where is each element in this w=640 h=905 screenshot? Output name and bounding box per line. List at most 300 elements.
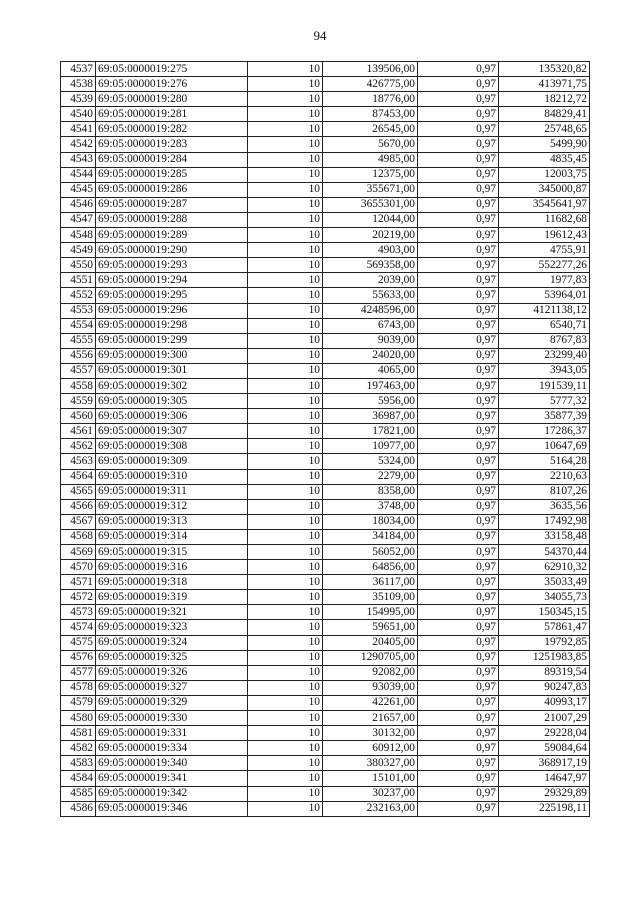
row-number-cell: 4583: [61, 756, 96, 771]
table-row: [61, 318, 590, 333]
coefficient-cell: 0,97: [418, 378, 499, 393]
rate-cell: 10: [248, 107, 323, 122]
rate-cell: 10: [248, 680, 323, 695]
coefficient-cell: 0,97: [418, 439, 499, 454]
table-row: [61, 590, 590, 605]
area-cell: 4065,00: [323, 363, 418, 378]
cadastral-number-cell: 69:05:0000019:309: [96, 454, 248, 469]
table-row: [61, 212, 590, 227]
value-cell: 3943,05: [499, 363, 590, 378]
rate-cell: 10: [248, 695, 323, 710]
value-cell: 90247,83: [499, 680, 590, 695]
coefficient-cell: 0,97: [418, 303, 499, 318]
area-cell: 3748,00: [323, 499, 418, 514]
coefficient-cell: 0,97: [418, 258, 499, 273]
area-cell: 4903,00: [323, 243, 418, 258]
table-row: [61, 529, 590, 544]
row-number-cell: 4569: [61, 545, 96, 560]
value-cell: 18212,72: [499, 92, 590, 107]
coefficient-cell: 0,97: [418, 801, 499, 816]
area-cell: 6743,00: [323, 318, 418, 333]
rate-cell: 10: [248, 650, 323, 665]
table-row: [61, 756, 590, 771]
rate-cell: 10: [248, 484, 323, 499]
rate-cell: 10: [248, 62, 323, 77]
coefficient-cell: 0,97: [418, 590, 499, 605]
area-cell: 426775,00: [323, 77, 418, 92]
rate-cell: 10: [248, 665, 323, 680]
value-cell: 29228,04: [499, 726, 590, 741]
area-cell: 21657,00: [323, 711, 418, 726]
table-row: [61, 363, 590, 378]
table-row: [61, 575, 590, 590]
table-row: [61, 650, 590, 665]
coefficient-cell: 0,97: [418, 424, 499, 439]
coefficient-cell: 0,97: [418, 469, 499, 484]
rate-cell: 10: [248, 77, 323, 92]
cadastral-number-cell: 69:05:0000019:341: [96, 771, 248, 786]
table-row: [61, 258, 590, 273]
area-cell: 15101,00: [323, 771, 418, 786]
area-cell: 18034,00: [323, 514, 418, 529]
table-row: [61, 77, 590, 92]
rate-cell: 10: [248, 273, 323, 288]
value-cell: 35033,49: [499, 575, 590, 590]
coefficient-cell: 0,97: [418, 212, 499, 227]
row-number-cell: 4584: [61, 771, 96, 786]
value-cell: 3545641,97: [499, 197, 590, 212]
cadastral-number-cell: 69:05:0000019:316: [96, 560, 248, 575]
area-cell: 5956,00: [323, 394, 418, 409]
rate-cell: 10: [248, 424, 323, 439]
value-cell: 5499,90: [499, 137, 590, 152]
cadastral-number-cell: 69:05:0000019:307: [96, 424, 248, 439]
cadastral-number-cell: 69:05:0000019:287: [96, 197, 248, 212]
area-cell: 8358,00: [323, 484, 418, 499]
area-cell: 18776,00: [323, 92, 418, 107]
table-row: [61, 454, 590, 469]
cadastral-number-cell: 69:05:0000019:310: [96, 469, 248, 484]
value-cell: 1977,83: [499, 273, 590, 288]
table-row: [61, 711, 590, 726]
area-cell: 1290705,00: [323, 650, 418, 665]
area-cell: 35109,00: [323, 590, 418, 605]
area-cell: 30132,00: [323, 726, 418, 741]
rate-cell: 10: [248, 318, 323, 333]
rate-cell: 10: [248, 197, 323, 212]
coefficient-cell: 0,97: [418, 363, 499, 378]
rate-cell: 10: [248, 545, 323, 560]
cadastral-number-cell: 69:05:0000019:340: [96, 756, 248, 771]
coefficient-cell: 0,97: [418, 318, 499, 333]
row-number-cell: 4546: [61, 197, 96, 212]
rate-cell: 10: [248, 288, 323, 303]
coefficient-cell: 0,97: [418, 228, 499, 243]
value-cell: 150345,15: [499, 605, 590, 620]
value-cell: 5164,28: [499, 454, 590, 469]
row-number-cell: 4572: [61, 590, 96, 605]
table-row: [61, 439, 590, 454]
rate-cell: 10: [248, 741, 323, 756]
row-number-cell: 4581: [61, 726, 96, 741]
coefficient-cell: 0,97: [418, 635, 499, 650]
coefficient-cell: 0,97: [418, 695, 499, 710]
value-cell: 33158,48: [499, 529, 590, 544]
cadastral-number-cell: 69:05:0000019:294: [96, 273, 248, 288]
value-cell: 53964,01: [499, 288, 590, 303]
cadastral-number-cell: 69:05:0000019:285: [96, 167, 248, 182]
row-number-cell: 4571: [61, 575, 96, 590]
row-number-cell: 4578: [61, 680, 96, 695]
rate-cell: 10: [248, 228, 323, 243]
row-number-cell: 4559: [61, 394, 96, 409]
row-number-cell: 4585: [61, 786, 96, 801]
value-cell: 12003,75: [499, 167, 590, 182]
table-row: [61, 62, 590, 77]
row-number-cell: 4554: [61, 318, 96, 333]
table-row: [61, 107, 590, 122]
rate-cell: 10: [248, 726, 323, 741]
cadastral-number-cell: 69:05:0000019:286: [96, 182, 248, 197]
table-row: [61, 801, 590, 816]
row-number-cell: 4550: [61, 258, 96, 273]
row-number-cell: 4579: [61, 695, 96, 710]
value-cell: 191539,11: [499, 378, 590, 393]
area-cell: 24020,00: [323, 348, 418, 363]
area-cell: 26545,00: [323, 122, 418, 137]
value-cell: 29329,89: [499, 786, 590, 801]
cadastral-number-cell: 69:05:0000019:301: [96, 363, 248, 378]
cadastral-number-cell: 69:05:0000019:275: [96, 62, 248, 77]
table-row: [61, 635, 590, 650]
area-cell: 232163,00: [323, 801, 418, 816]
coefficient-cell: 0,97: [418, 605, 499, 620]
cadastral-table: [60, 61, 590, 817]
table-row: [61, 605, 590, 620]
coefficient-cell: 0,97: [418, 620, 499, 635]
cadastral-number-cell: 69:05:0000019:306: [96, 409, 248, 424]
area-cell: 87453,00: [323, 107, 418, 122]
table-row: [61, 92, 590, 107]
value-cell: 8767,83: [499, 333, 590, 348]
area-cell: 2279,00: [323, 469, 418, 484]
area-cell: 56052,00: [323, 545, 418, 560]
value-cell: 10647,69: [499, 439, 590, 454]
area-cell: 5670,00: [323, 137, 418, 152]
row-number-cell: 4574: [61, 620, 96, 635]
table-row: [61, 665, 590, 680]
cadastral-number-cell: 69:05:0000019:327: [96, 680, 248, 695]
area-cell: 139506,00: [323, 62, 418, 77]
cadastral-number-cell: 69:05:0000019:319: [96, 590, 248, 605]
cadastral-number-cell: 69:05:0000019:289: [96, 228, 248, 243]
cadastral-number-cell: 69:05:0000019:283: [96, 137, 248, 152]
value-cell: 23299,40: [499, 348, 590, 363]
rate-cell: 10: [248, 333, 323, 348]
coefficient-cell: 0,97: [418, 197, 499, 212]
cadastral-number-cell: 69:05:0000019:312: [96, 499, 248, 514]
row-number-cell: 4553: [61, 303, 96, 318]
rate-cell: 10: [248, 243, 323, 258]
value-cell: 17286,37: [499, 424, 590, 439]
row-number-cell: 4562: [61, 439, 96, 454]
value-cell: 34055,73: [499, 590, 590, 605]
area-cell: 380327,00: [323, 756, 418, 771]
coefficient-cell: 0,97: [418, 394, 499, 409]
row-number-cell: 4577: [61, 665, 96, 680]
row-number-cell: 4552: [61, 288, 96, 303]
row-number-cell: 4586: [61, 801, 96, 816]
cadastral-number-cell: 69:05:0000019:293: [96, 258, 248, 273]
rate-cell: 10: [248, 786, 323, 801]
coefficient-cell: 0,97: [418, 756, 499, 771]
rate-cell: 10: [248, 801, 323, 816]
rate-cell: 10: [248, 514, 323, 529]
row-number-cell: 4582: [61, 741, 96, 756]
cadastral-number-cell: 69:05:0000019:334: [96, 741, 248, 756]
area-cell: 30237,00: [323, 786, 418, 801]
cadastral-number-cell: 69:05:0000019:331: [96, 726, 248, 741]
rate-cell: 10: [248, 409, 323, 424]
area-cell: 197463,00: [323, 378, 418, 393]
table-row: [61, 348, 590, 363]
cadastral-number-cell: 69:05:0000019:346: [96, 801, 248, 816]
cadastral-number-cell: 69:05:0000019:324: [96, 635, 248, 650]
value-cell: 84829,41: [499, 107, 590, 122]
area-cell: 5324,00: [323, 454, 418, 469]
value-cell: 413971,75: [499, 77, 590, 92]
coefficient-cell: 0,97: [418, 333, 499, 348]
area-cell: 17821,00: [323, 424, 418, 439]
row-number-cell: 4573: [61, 605, 96, 620]
row-number-cell: 4565: [61, 484, 96, 499]
value-cell: 57861,47: [499, 620, 590, 635]
cadastral-number-cell: 69:05:0000019:323: [96, 620, 248, 635]
row-number-cell: 4543: [61, 152, 96, 167]
area-cell: 154995,00: [323, 605, 418, 620]
row-number-cell: 4557: [61, 363, 96, 378]
value-cell: 11682,68: [499, 212, 590, 227]
coefficient-cell: 0,97: [418, 454, 499, 469]
row-number-cell: 4551: [61, 273, 96, 288]
value-cell: 19792,85: [499, 635, 590, 650]
row-number-cell: 4564: [61, 469, 96, 484]
row-number-cell: 4561: [61, 424, 96, 439]
table-row: [61, 786, 590, 801]
rate-cell: 10: [248, 560, 323, 575]
cadastral-number-cell: 69:05:0000019:305: [96, 394, 248, 409]
area-cell: 93039,00: [323, 680, 418, 695]
table-row: [61, 469, 590, 484]
area-cell: 9039,00: [323, 333, 418, 348]
table-row: [61, 545, 590, 560]
value-cell: 21007,29: [499, 711, 590, 726]
value-cell: 19612,43: [499, 228, 590, 243]
coefficient-cell: 0,97: [418, 665, 499, 680]
value-cell: 4121138,12: [499, 303, 590, 318]
cadastral-number-cell: 69:05:0000019:302: [96, 378, 248, 393]
row-number-cell: 4539: [61, 92, 96, 107]
rate-cell: 10: [248, 348, 323, 363]
value-cell: 552277,26: [499, 258, 590, 273]
table-row: [61, 122, 590, 137]
rate-cell: 10: [248, 182, 323, 197]
cadastral-number-cell: 69:05:0000019:288: [96, 212, 248, 227]
value-cell: 89319,54: [499, 665, 590, 680]
row-number-cell: 4560: [61, 409, 96, 424]
rate-cell: 10: [248, 469, 323, 484]
rate-cell: 10: [248, 454, 323, 469]
value-cell: 2210,63: [499, 469, 590, 484]
rate-cell: 10: [248, 529, 323, 544]
rate-cell: 10: [248, 590, 323, 605]
area-cell: 569358,00: [323, 258, 418, 273]
rate-cell: 10: [248, 394, 323, 409]
value-cell: 59084,64: [499, 741, 590, 756]
coefficient-cell: 0,97: [418, 348, 499, 363]
table-row: [61, 273, 590, 288]
value-cell: 135320,82: [499, 62, 590, 77]
rate-cell: 10: [248, 711, 323, 726]
cadastral-number-cell: 69:05:0000019:298: [96, 318, 248, 333]
area-cell: 20405,00: [323, 635, 418, 650]
table-row: [61, 394, 590, 409]
rate-cell: 10: [248, 363, 323, 378]
area-cell: 36987,00: [323, 409, 418, 424]
table-row: [61, 197, 590, 212]
rate-cell: 10: [248, 439, 323, 454]
row-number-cell: 4541: [61, 122, 96, 137]
rate-cell: 10: [248, 92, 323, 107]
coefficient-cell: 0,97: [418, 167, 499, 182]
coefficient-cell: 0,97: [418, 484, 499, 499]
value-cell: 8107,26: [499, 484, 590, 499]
coefficient-cell: 0,97: [418, 409, 499, 424]
value-cell: 54370,44: [499, 545, 590, 560]
table-row: [61, 499, 590, 514]
rate-cell: 10: [248, 575, 323, 590]
table-row: [61, 484, 590, 499]
area-cell: 10977,00: [323, 439, 418, 454]
value-cell: 14647,97: [499, 771, 590, 786]
area-cell: 12375,00: [323, 167, 418, 182]
cadastral-number-cell: 69:05:0000019:280: [96, 92, 248, 107]
area-cell: 34184,00: [323, 529, 418, 544]
row-number-cell: 4566: [61, 499, 96, 514]
cadastral-table-body: [61, 62, 590, 817]
value-cell: 3635,56: [499, 499, 590, 514]
table-row: [61, 228, 590, 243]
row-number-cell: 4555: [61, 333, 96, 348]
rate-cell: 10: [248, 212, 323, 227]
cadastral-number-cell: 69:05:0000019:284: [96, 152, 248, 167]
cadastral-number-cell: 69:05:0000019:282: [96, 122, 248, 137]
area-cell: 55633,00: [323, 288, 418, 303]
row-number-cell: 4558: [61, 378, 96, 393]
row-number-cell: 4542: [61, 137, 96, 152]
cadastral-number-cell: 69:05:0000019:342: [96, 786, 248, 801]
row-number-cell: 4538: [61, 77, 96, 92]
cadastral-number-cell: 69:05:0000019:290: [96, 243, 248, 258]
coefficient-cell: 0,97: [418, 680, 499, 695]
coefficient-cell: 0,97: [418, 529, 499, 544]
table-row: [61, 560, 590, 575]
row-number-cell: 4547: [61, 212, 96, 227]
rate-cell: 10: [248, 258, 323, 273]
table-row: [61, 695, 590, 710]
cadastral-number-cell: 69:05:0000019:308: [96, 439, 248, 454]
rate-cell: 10: [248, 378, 323, 393]
row-number-cell: 4540: [61, 107, 96, 122]
coefficient-cell: 0,97: [418, 741, 499, 756]
row-number-cell: 4548: [61, 228, 96, 243]
value-cell: 4835,45: [499, 152, 590, 167]
cadastral-number-cell: 69:05:0000019:313: [96, 514, 248, 529]
cadastral-number-cell: 69:05:0000019:326: [96, 665, 248, 680]
coefficient-cell: 0,97: [418, 711, 499, 726]
coefficient-cell: 0,97: [418, 62, 499, 77]
area-cell: 2039,00: [323, 273, 418, 288]
page-number: 94: [313, 28, 327, 43]
row-number-cell: 4549: [61, 243, 96, 258]
coefficient-cell: 0,97: [418, 560, 499, 575]
table-row: [61, 409, 590, 424]
table-row: [61, 333, 590, 348]
rate-cell: 10: [248, 167, 323, 182]
rate-cell: 10: [248, 137, 323, 152]
row-number-cell: 4567: [61, 514, 96, 529]
coefficient-cell: 0,97: [418, 243, 499, 258]
table-row: [61, 514, 590, 529]
row-number-cell: 4580: [61, 711, 96, 726]
coefficient-cell: 0,97: [418, 771, 499, 786]
value-cell: 62910,32: [499, 560, 590, 575]
cadastral-number-cell: 69:05:0000019:311: [96, 484, 248, 499]
area-cell: 64856,00: [323, 560, 418, 575]
coefficient-cell: 0,97: [418, 514, 499, 529]
area-cell: 4248596,00: [323, 303, 418, 318]
coefficient-cell: 0,97: [418, 77, 499, 92]
area-cell: 36117,00: [323, 575, 418, 590]
row-number-cell: 4568: [61, 529, 96, 544]
table-row: [61, 741, 590, 756]
cadastral-number-cell: 69:05:0000019:315: [96, 545, 248, 560]
table-row: [61, 424, 590, 439]
rate-cell: 10: [248, 122, 323, 137]
coefficient-cell: 0,97: [418, 92, 499, 107]
coefficient-cell: 0,97: [418, 273, 499, 288]
value-cell: 17492,98: [499, 514, 590, 529]
table-row: [61, 726, 590, 741]
row-number-cell: 4556: [61, 348, 96, 363]
coefficient-cell: 0,97: [418, 288, 499, 303]
table-row: [61, 137, 590, 152]
cadastral-number-cell: 69:05:0000019:296: [96, 303, 248, 318]
coefficient-cell: 0,97: [418, 107, 499, 122]
area-cell: 60912,00: [323, 741, 418, 756]
table-row: [61, 620, 590, 635]
cadastral-number-cell: 69:05:0000019:325: [96, 650, 248, 665]
table-row: [61, 771, 590, 786]
cadastral-number-cell: 69:05:0000019:281: [96, 107, 248, 122]
value-cell: 6540,71: [499, 318, 590, 333]
area-cell: 59651,00: [323, 620, 418, 635]
rate-cell: 10: [248, 499, 323, 514]
table-row: [61, 288, 590, 303]
coefficient-cell: 0,97: [418, 545, 499, 560]
coefficient-cell: 0,97: [418, 499, 499, 514]
coefficient-cell: 0,97: [418, 575, 499, 590]
